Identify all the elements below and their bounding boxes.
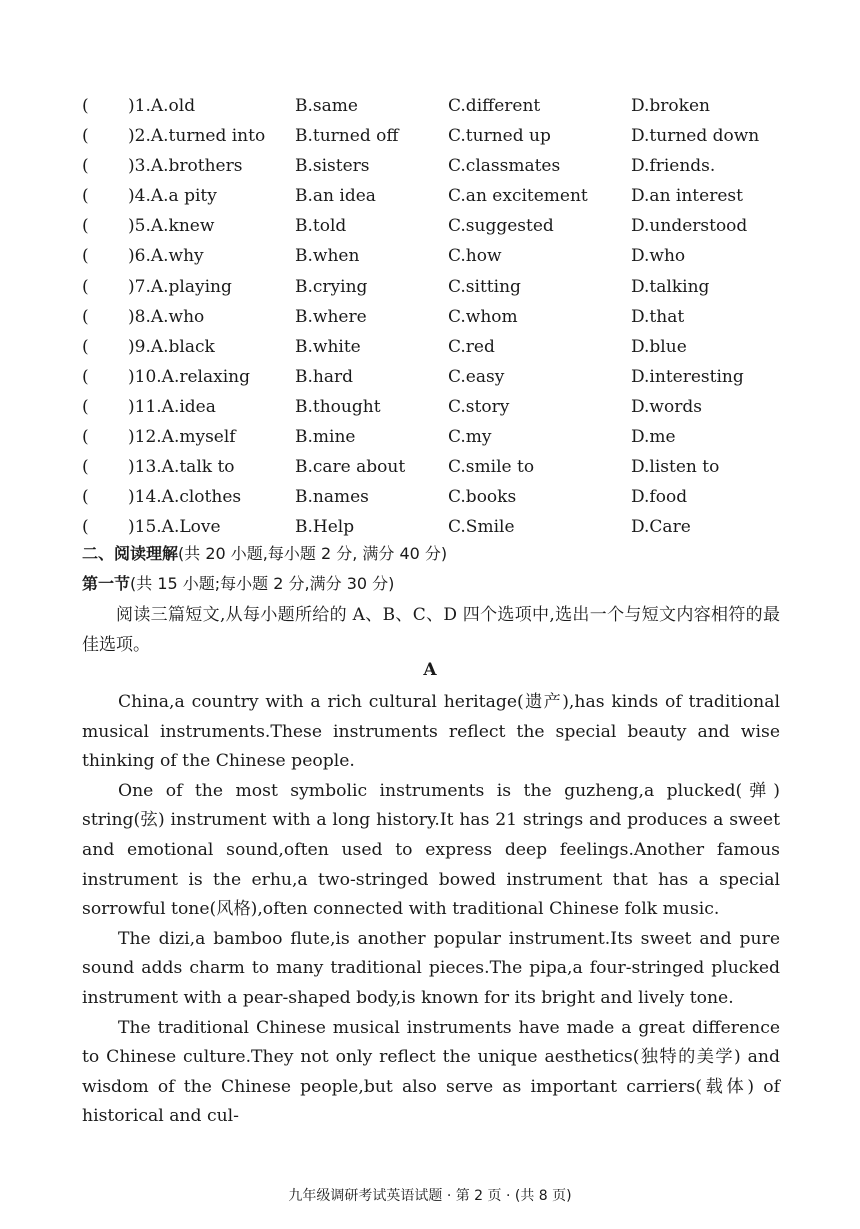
question-row	[82, 454, 782, 484]
option-d: D.broken	[631, 96, 710, 116]
question-row	[82, 394, 782, 424]
option-a: )7.A.playing	[128, 276, 232, 297]
option-b: B.thought	[295, 396, 381, 417]
option-a: )1.A.old	[128, 96, 196, 116]
option-d: D.Care	[631, 517, 691, 538]
question-row	[82, 274, 782, 304]
option-d: D.who	[631, 246, 686, 267]
option-d: D.interesting	[631, 366, 744, 387]
option-b: B.where	[295, 306, 367, 327]
option-c: C.different	[448, 96, 541, 116]
answer-paren: (	[82, 216, 89, 237]
option-c: C.how	[448, 246, 502, 267]
option-c: C.whom	[448, 306, 518, 327]
question-row	[82, 514, 782, 544]
question-row	[82, 243, 782, 273]
answer-paren: (	[82, 126, 89, 147]
option-c: C.my	[448, 427, 492, 448]
option-b: B.an idea	[295, 186, 376, 207]
option-b: B.turned off	[295, 126, 399, 147]
option-c: C.classmates	[448, 156, 561, 177]
option-b: B.sisters	[295, 156, 370, 177]
question-row	[82, 484, 782, 514]
passage-paragraph: The traditional Chinese musical instruments have made a great difference to Chinese culture.They not only reflect the unique aesthetics(独特的美学) and wisdom of the Chinese people,but also serve as important carriers(载体) of historical and cul-	[82, 1017, 780, 1127]
answer-paren: (	[82, 276, 89, 297]
answer-paren: (	[82, 246, 89, 267]
reading-instructions: 阅读三篇短文,从每小题所给的 A、B、C、D 四个选项中,选出一个与短文内容相符的最佳选项。	[82, 605, 780, 655]
option-a: )12.A.myself	[128, 427, 236, 448]
question-row	[82, 93, 782, 123]
option-a: )10.A.relaxing	[128, 366, 250, 387]
option-b: B.when	[295, 246, 360, 267]
option-b: B.care about	[295, 457, 406, 478]
option-c: C.turned up	[448, 126, 551, 147]
option-c: C.an excitement	[448, 186, 588, 207]
answer-paren: (	[82, 156, 89, 177]
answer-paren: (	[82, 427, 89, 448]
option-c: C.red	[448, 336, 495, 357]
option-d: D.that	[631, 306, 685, 327]
answer-paren: (	[82, 336, 89, 357]
option-d: D.blue	[631, 336, 687, 357]
section-heading-reading	[82, 541, 447, 564]
passage-title: A	[423, 660, 437, 680]
option-a: )8.A.who	[128, 306, 205, 327]
option-d: D.understood	[631, 216, 748, 237]
option-c: C.books	[448, 487, 517, 508]
question-row	[82, 153, 782, 183]
cloze-options-list	[82, 93, 782, 544]
answer-paren: (	[82, 457, 89, 478]
option-c: C.Smile	[448, 517, 515, 538]
answer-paren: (	[82, 186, 89, 207]
option-a: )13.A.talk to	[128, 457, 235, 478]
option-a: )6.A.why	[128, 246, 204, 267]
option-a: )4.A.a pity	[128, 186, 217, 207]
passage-body	[82, 688, 780, 1132]
option-a: )15.A.Love	[128, 517, 221, 538]
option-b: B.hard	[295, 366, 353, 387]
option-c: C.story	[448, 396, 510, 417]
option-b: B.same	[295, 96, 358, 116]
section-heading-title: 二、阅读理解	[82, 544, 179, 563]
option-c: C.easy	[448, 366, 505, 387]
answer-paren: (	[82, 517, 89, 538]
question-row	[82, 304, 782, 334]
option-d: D.food	[631, 487, 688, 508]
passage-paragraph: One of the most symbolic instruments is the guzheng,a plucked(弹) string(弦) instrument with a long history.It has 21 strings and produces a sweet and emotional sound,often used to express deep feelings.Another famous instrument is the erhu,a two-stringed bowed instrument that has a special sorrowful tone(风格),often connected with traditional Chinese folk music.	[82, 780, 780, 920]
answer-paren: (	[82, 487, 89, 508]
question-row	[82, 123, 782, 153]
part-heading-scoring: (共 15 小题;每小题 2 分,满分 30 分)	[130, 574, 395, 593]
part-heading-title: 第一节	[82, 574, 131, 593]
option-c: C.smile to	[448, 457, 535, 478]
answer-paren: (	[82, 366, 89, 387]
option-c: C.sitting	[448, 276, 521, 297]
option-a: )11.A.idea	[128, 396, 216, 417]
section-heading-scoring: (共 20 小题,每小题 2 分, 满分 40 分)	[178, 544, 448, 563]
option-b: B.told	[295, 216, 347, 237]
option-c: C.suggested	[448, 216, 554, 237]
option-d: D.listen to	[631, 457, 720, 478]
option-a: )2.A.turned into	[128, 126, 266, 147]
question-row	[82, 183, 782, 213]
option-b: B.names	[295, 487, 369, 508]
option-a: )14.A.clothes	[128, 487, 242, 508]
option-d: D.an interest	[631, 186, 743, 207]
question-row	[82, 364, 782, 394]
option-a: )9.A.black	[128, 336, 215, 357]
answer-paren: (	[82, 306, 89, 327]
option-a: )3.A.brothers	[128, 156, 243, 177]
option-b: B.white	[295, 336, 361, 357]
option-d: D.turned down	[631, 126, 760, 147]
page-footer: 九年级调研考试英语试题 · 第 2 页 · (共 8 页)	[288, 1188, 572, 1204]
option-b: B.mine	[295, 427, 356, 448]
option-b: B.crying	[295, 276, 368, 297]
part-heading-one	[82, 571, 394, 594]
passage-paragraph: China,a country with a rich cultural heritage(遗产),has kinds of traditional musical instruments.These instruments reflect the special beauty and wise thinking of the Chinese people.	[82, 692, 780, 772]
answer-paren: (	[82, 96, 89, 116]
passage-paragraph: The dizi,a bamboo flute,is another popular instrument.Its sweet and pure sound adds charm to many traditional pieces.The pipa,a four-stringed plucked instrument with a pear-shaped body,is known for its bright and lively tone.	[82, 928, 780, 1008]
option-b: B.Help	[295, 517, 355, 538]
option-a: )5.A.knew	[128, 216, 215, 237]
option-d: D.me	[631, 427, 676, 448]
option-d: D.friends.	[631, 156, 716, 177]
option-d: D.words	[631, 396, 702, 417]
question-row	[82, 213, 782, 243]
question-row	[82, 334, 782, 364]
option-d: D.talking	[631, 276, 710, 297]
answer-paren: (	[82, 396, 89, 417]
question-row	[82, 424, 782, 454]
